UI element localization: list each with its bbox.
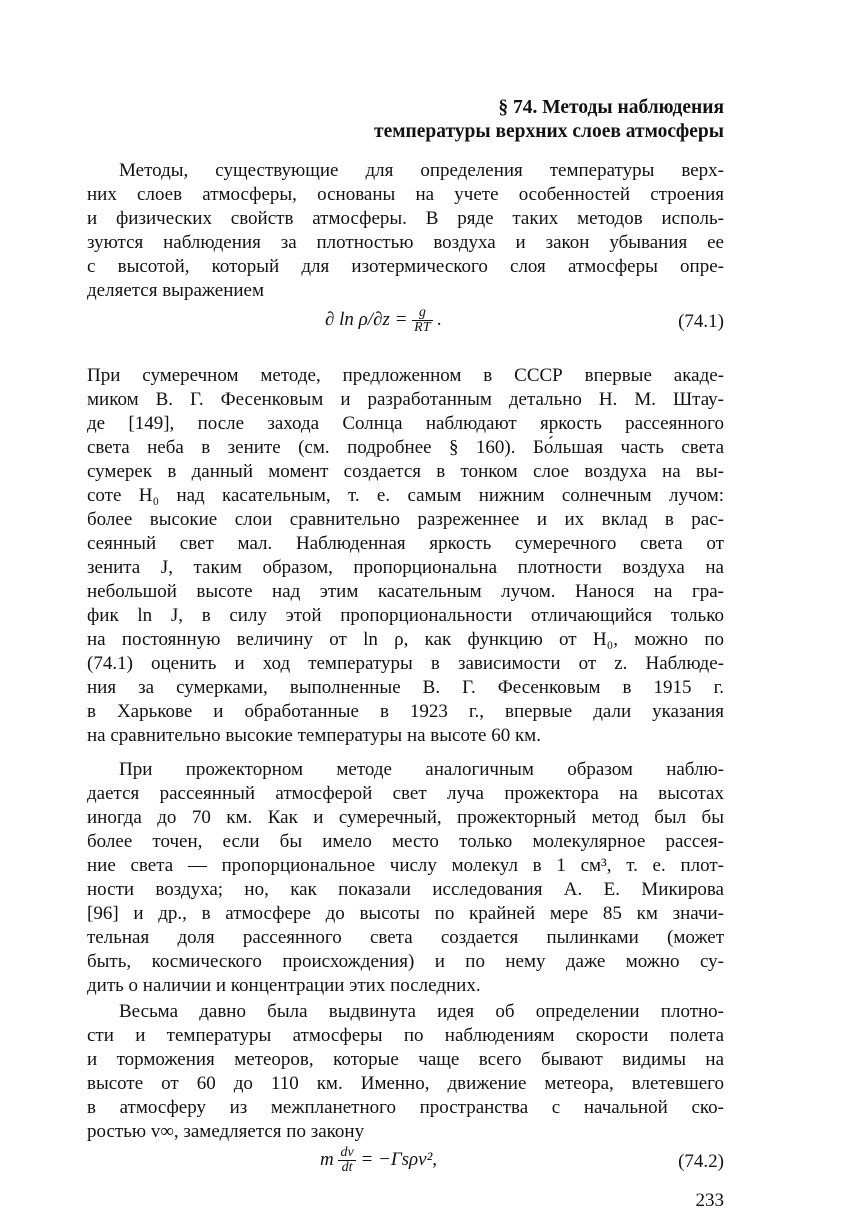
text-line: тельная доля рассеянного света создается пылинками (может xyxy=(87,927,724,948)
text-line: сумерек в данный момент создается в тонком слое воздуха на вы- xyxy=(87,461,724,482)
text-line: небольшой высоте над этим касательным лучом. Нанося на гра- xyxy=(87,581,724,602)
text-line: дить о наличии и концентрации этих последних. xyxy=(87,975,481,996)
fraction-denominator: RT xyxy=(414,320,431,335)
equation-right-side: = −Γsρv², xyxy=(355,1148,438,1170)
text-line: высоте от 60 до 110 км. Именно, движение метеора, влетевшего xyxy=(87,1073,724,1094)
section-heading-line-1: § 74. Методы наблюдения xyxy=(498,97,724,118)
text-line: на постоянную величину от ln ρ, как функцию от H₀, можно по xyxy=(87,629,724,650)
page-number: 233 xyxy=(695,1190,724,1211)
equation-fraction xyxy=(412,306,432,335)
text-line: ростью v∞, замедляется по закону xyxy=(87,1121,365,1142)
text-line: быть, космического происхождения) и по нему даже можно су- xyxy=(87,951,724,972)
text-line: зуются наблюдения за плотностью воздуха и закон убывания ее xyxy=(87,232,724,253)
fraction-numerator: g xyxy=(412,306,432,321)
text-line: в Харькове и обработанные в 1923 г., впервые дали указания xyxy=(87,701,724,722)
text-line: в атмосферу из межпланетного пространства с начальной ско- xyxy=(87,1097,724,1118)
text-line: де [149], после захода Солнца наблюдают яркость рассеянного xyxy=(87,413,724,434)
equation-fraction xyxy=(338,1146,355,1175)
equation-74-2 xyxy=(320,1146,437,1186)
text-line: ние света — пропорциональное числу молекул в 1 см³, т. е. плот- xyxy=(87,855,724,876)
text-line: деляется выражением xyxy=(87,280,264,301)
text-line: При сумеречном методе, предложенном в СССР впервые акаде- xyxy=(87,365,724,386)
text-line: иногда до 70 км. Как и сумеречный, прожекторный метод был бы xyxy=(87,807,724,828)
text-line: ния за сумерками, выполненные В. Г. Фесенковым в 1915 г. xyxy=(87,677,724,698)
text-line: зенита J, таким образом, пропорциональна плотности воздуха на xyxy=(87,557,724,578)
fraction-numerator: dv xyxy=(340,1145,354,1160)
text-line: миком В. Г. Фесенковым и разработанным детально Н. М. Штау- xyxy=(87,389,724,410)
equation-number: (74.2) xyxy=(678,1151,724,1172)
equation-number: (74.1) xyxy=(678,311,724,332)
text-line: Методы, существующие для определения температуры верх- xyxy=(119,160,724,181)
text-line: дается рассеянный атмосферой свет луча прожектора на высотах xyxy=(87,783,724,804)
text-line: [96] и др., в атмосфере до высоты по крайней мере 85 км значи- xyxy=(87,903,724,924)
fraction-denominator: dt xyxy=(341,1160,353,1175)
text-line: них слоев атмосферы, основаны на учете особенностей строения xyxy=(87,184,724,205)
equation-left-side: m xyxy=(320,1148,339,1170)
equation-tail: . xyxy=(432,308,443,330)
text-line: с высотой, который для изотермического слоя атмосферы опре- xyxy=(87,256,724,277)
text-line: соте H₀ над касательным, т. е. самым нижним солнечным лучом: xyxy=(87,485,724,506)
equation-left-side: ∂ ln ρ/∂z = xyxy=(325,308,413,330)
text-line: более точен, если бы имело место только молекулярное рассея- xyxy=(87,831,724,852)
text-line: Весьма давно была выдвинута идея об определении плотно- xyxy=(119,1001,724,1022)
text-line: сти и температуры атмосферы по наблюдениям скорости полета xyxy=(87,1025,724,1046)
text-line: света неба в зените (см. подробнее § 160). Бо́льшая часть света xyxy=(87,437,724,458)
text-line: При прожекторном методе аналогичным образом наблю- xyxy=(119,759,724,780)
text-line: ности воздуха; но, как показали исследования А. Е. Микирова xyxy=(87,879,724,900)
text-line: и физических свойств атмосферы. В ряде таких методов исполь- xyxy=(87,208,724,229)
text-line: на сравнительно высокие температуры на высоте 60 км. xyxy=(87,725,541,746)
text-line: (74.1) оценить и ход температуры в зависимости от z. Наблюде- xyxy=(87,653,724,674)
text-line: фик ln J, в силу этой пропорциональности отличающийся только xyxy=(87,605,724,626)
section-heading-line-2: температуры верхних слоев атмосферы xyxy=(373,121,724,142)
text-line: сеянный свет мал. Наблюденная яркость сумеречного света от xyxy=(87,533,724,554)
text-line: и торможения метеоров, которые чаще всего бывают видимы на xyxy=(87,1049,724,1070)
section-heading xyxy=(224,96,724,144)
text-line: более высокие слои сравнительно разреженнее и их вклад в рас- xyxy=(87,509,724,530)
equation-74-1 xyxy=(325,306,442,346)
